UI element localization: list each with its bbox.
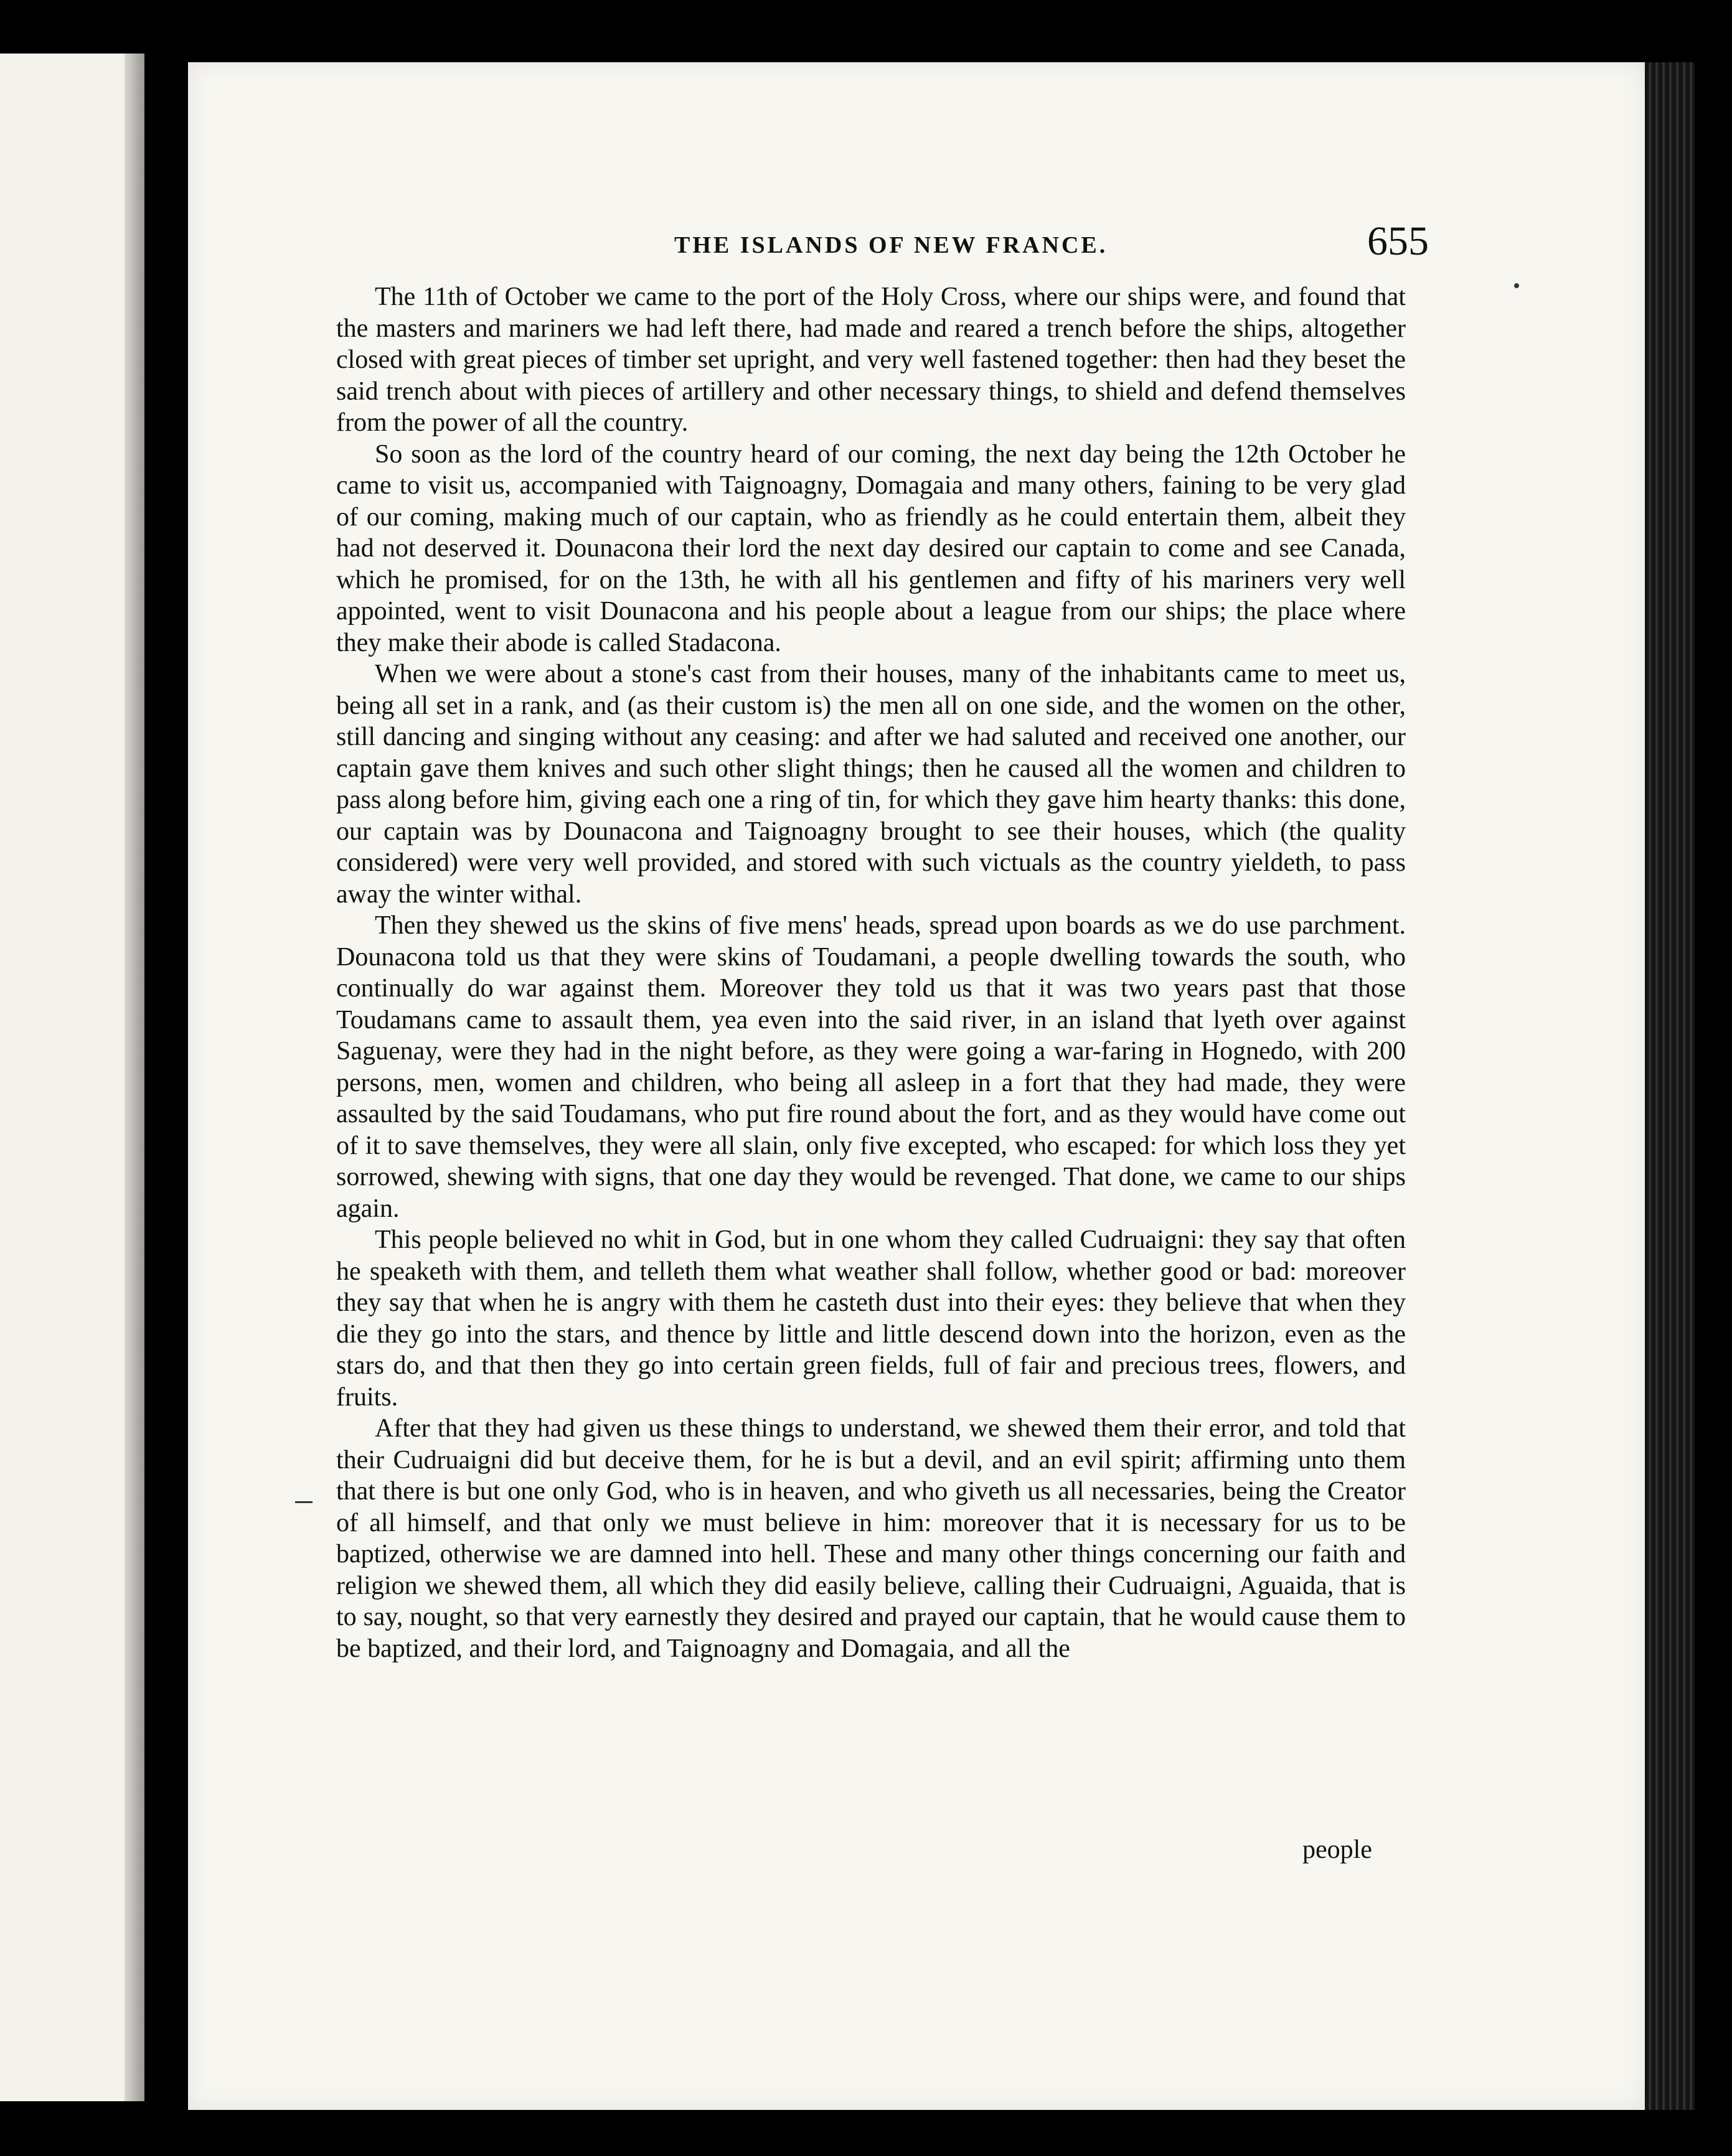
facing-page-edge	[0, 54, 144, 2101]
paragraph-stadacona-welcome: When we were about a stone's cast from their houses, many of the inhabitants came to meet us, being all set in a rank, and (as their custom is) the men all on one side, and the women on the other, still dancing and singing without any ceasing: and after we had saluted and received one another, our captain gave them knives and such other slight things; then he caused all the women and children to pass along before him, giving each one a ring of tin, for which they gave him hearty thanks: this done, our captain was by Dounacona and Taignoagny brought to see their houses, which (the quality considered) were very well provided, and stored with such victuals as the country yieldeth, to pass away the winter withal.	[336, 660, 1406, 909]
paragraph-arrival-holy-cross: The 11th of October we came to the port of the Holy Cross, where our ships were, and found that the masters and mariners we had left there, had made and reared a trench before the ships, altogether closed with great pieces of timber set upright, and very well fastened together: then had they beset the said trench about with pieces of artillery and other necessary things, to shield and defend themselves from the power of all the country.	[336, 283, 1406, 437]
margin-mark	[295, 1501, 313, 1503]
paragraph-baptism-request: After that they had given us these things to understand, we shewed them their error, and told that their Cudruaigni did but deceive them, for he is but a devil, and an evil spirit; affirming unto them that there is but one only God, who is in heaven, and who giveth us all necessaries, being the Creator of all himself, and that only we must believe in him: moreover that it is necessary for us to be baptized, otherwise we are damned into hell. These and many other things concerning our faith and religion we shewed them, all which they did easily believe, calling their Cudruaigni, Aguaida, that is to say, nought, so that very earnestly they desired and prayed our captain, that he would cause them to be baptized, and their lord, and Taignoagny and Domagaia, and all the	[336, 1414, 1406, 1663]
running-head: THE ISLANDS OF NEW FRANCE.	[674, 232, 1108, 258]
paragraph-visit-dounacona: So soon as the lord of the country heard of our coming, the next day being the 12th October he came to visit us, accompanied with Taignoagny, Domagaia and many others, faining to be very glad of our coming, making much of our captain, who as friendly as he could entertain them, albeit they had not deserved it. Dounacona their lord the next day desired our captain to come and see Canada, which he promised, for on the 13th, he with all his gentlemen and fifty of his mariners very well appointed, went to visit Dounacona and his people about a league from our ships; the place where they make their abode is called Stadacona.	[336, 439, 1406, 657]
paragraph-cudruaigni-belief: This people believed no whit in God, but in one whom they called Cudruaigni: they say that often he speaketh with them, and telleth them what weather shall follow, whether good or bad: moreover they say that when he is angry with them he casteth dust into their eyes: they believe that when they die they go into the stars, and thence by little and little descend down into the horizon, even as the stars do, and that then they go into certain green fields, full of fair and precious trees, flowers, and fruits.	[336, 1226, 1406, 1412]
paragraph-toudamani-skins: Then they shewed us the skins of five mens' heads, spread upon boards as we do use parchment. Dounacona told us that they were skins of Toudamani, a people dwelling towards the south, who continually do war against them. Moreover they told us that it was two years past that those Toudamans came to assault them, yea even into the said river, in an island that lyeth over against Saguenay, were they had in the night before, as they were going a war-faring in Hognedo, with 200 persons, men, women and children, who being all asleep in a fort that they had made, they were assaulted by the said Toudamans, who put fire round about the fort, and as they would have come out of it to save themselves, they were all slain, only five excepted, who escaped: for which loss they yet sorrowed, shewing with signs, that one day they would be revenged. That done, we came to our ships again.	[336, 911, 1406, 1223]
ink-speck	[1514, 283, 1519, 288]
page-number: 655	[1367, 218, 1429, 264]
catchword: people	[1302, 1835, 1372, 1864]
body-text	[336, 281, 1406, 1664]
facing-page-gutter-shadow	[125, 54, 144, 2101]
page-stack-edge	[1645, 62, 1695, 2110]
